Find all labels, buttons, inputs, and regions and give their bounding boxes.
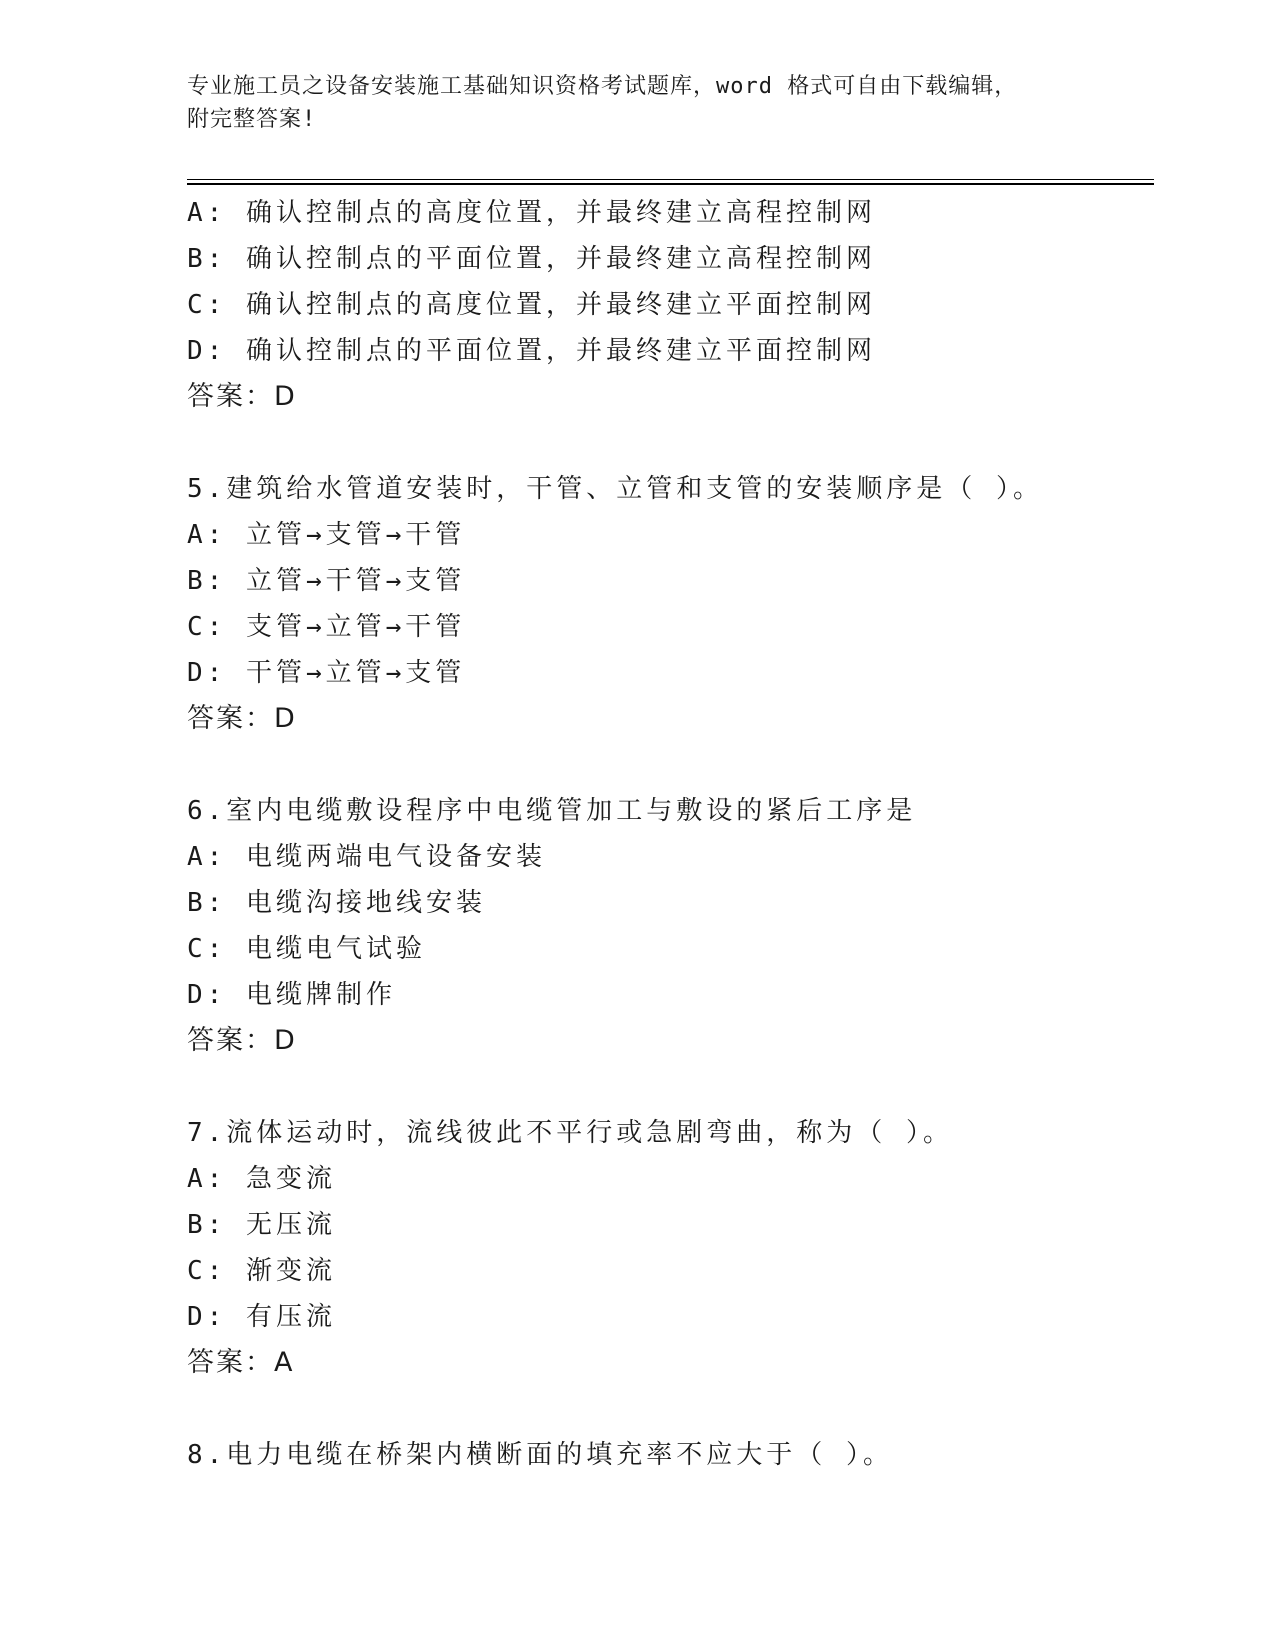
option-a: A: 立管→支管→干管: [187, 520, 466, 550]
question-text: 7.流体运动时，流线彼此不平行或急剧弯曲，称为（ ）。: [187, 1118, 953, 1148]
option-a: A: 急变流: [187, 1164, 336, 1194]
option-a: A: 确认控制点的高度位置，并最终建立高程控制网: [187, 198, 876, 228]
question-5: [187, 466, 1154, 742]
answer: 答案：D: [187, 381, 297, 412]
option-b: B: 立管→干管→支管: [187, 566, 466, 596]
option-d: D: 有压流: [187, 1302, 336, 1332]
header-line-1: 专业施工员之设备安装施工基础知识资格考试题库，word 格式可自由下载编辑，: [187, 74, 1018, 99]
header-line-2: 附完整答案!: [187, 107, 317, 132]
question-6: [187, 788, 1154, 1064]
answer: 答案：D: [187, 703, 297, 734]
option-b: B: 电缆沟接地线安装: [187, 888, 486, 918]
question-8: [187, 1432, 1154, 1478]
option-c: C: 确认控制点的高度位置，并最终建立平面控制网: [187, 290, 876, 320]
option-c: C: 渐变流: [187, 1256, 336, 1286]
option-c: C: 支管→立管→干管: [187, 612, 466, 642]
question-text: 6.室内电缆敷设程序中电缆管加工与敷设的紧后工序是: [187, 796, 917, 826]
option-b: B: 无压流: [187, 1210, 336, 1240]
spacer: [187, 1064, 1154, 1110]
question-text: 8.电力电缆在桥架内横断面的填充率不应大于（ ）。: [187, 1440, 893, 1470]
option-d: D: 电缆牌制作: [187, 980, 396, 1010]
header-rule-bottom: [187, 183, 1154, 185]
question-list: [187, 190, 1154, 1478]
question-text: 5.建筑给水管道安装时，干管、立管和支管的安装顺序是（ ）。: [187, 474, 1043, 504]
spacer: [187, 420, 1154, 466]
option-b: B: 确认控制点的平面位置，并最终建立高程控制网: [187, 244, 876, 274]
spacer: [187, 742, 1154, 788]
question-7: [187, 1110, 1154, 1386]
spacer: [187, 1386, 1154, 1432]
answer: 答案：A: [187, 1347, 295, 1378]
option-d: D: 确认控制点的平面位置，并最终建立平面控制网: [187, 336, 876, 366]
option-a: A: 电缆两端电气设备安装: [187, 842, 546, 872]
answer: 答案：D: [187, 1025, 297, 1056]
option-c: C: 电缆电气试验: [187, 934, 426, 964]
question-4: [187, 190, 1154, 420]
header-rule-top: [187, 179, 1154, 180]
option-d: D: 干管→立管→支管: [187, 658, 466, 688]
document-header: [187, 70, 1087, 136]
